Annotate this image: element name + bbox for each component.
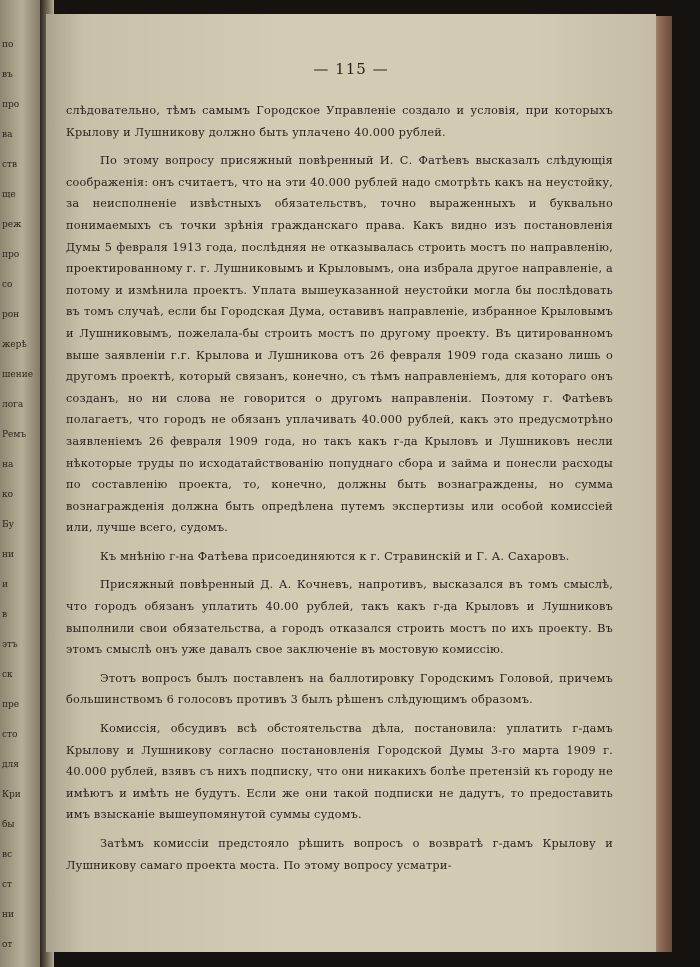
facing-page-text: ва (2, 130, 13, 140)
page-body (66, 100, 613, 883)
facing-page-text: ко (2, 490, 14, 500)
facing-page-text: ст (2, 880, 13, 890)
paragraph: Комиссiя, обсудивъ всѣ обстоятельства дѣла, постановила: уплатить г-дамъ Крылову и Лушникову согласно постановленiя Городской Думы 3-го марта 1909 г. 40.000 рублей, взявъ съ нихъ подписку, что они никакихъ болѣе претензiй къ городу не имѣютъ и имѣть не будутъ. Если же они такой подписки не дадутъ, то предоставить имъ взысканiе вышеупомянутой суммы судомъ. (66, 722, 613, 822)
facing-page-text: пре (2, 700, 20, 710)
facing-page-text: ще (2, 190, 16, 200)
facing-page-text: про (2, 100, 20, 110)
paragraph: Этотъ вопросъ былъ поставленъ на баллотировку Городскимъ Головой, причемъ большинствомъ 6 голосовъ противъ 3 былъ рѣшенъ слѣдующимъ образомъ. (66, 671, 613, 707)
paragraph: Къ мнѣнiю г-на Фатѣева присоединяются к г. Стравинскiй и Г. А. Сахаровъ. (100, 549, 570, 563)
facing-page-text: Бу (2, 520, 14, 530)
facing-page-text: Кри (2, 790, 21, 800)
facing-page-text: сто (2, 730, 18, 740)
facing-page-text: на (2, 460, 14, 470)
facing-page-text: лога (2, 400, 24, 410)
facing-page-text: по (2, 40, 14, 50)
book-page (46, 14, 656, 952)
facing-page-text: бы (2, 820, 15, 830)
facing-page-text: от (2, 940, 13, 950)
facing-page-text: Ремъ (2, 430, 27, 440)
facing-page-text: и (2, 580, 8, 590)
facing-page-text: вс (2, 850, 13, 860)
paragraph: слѣдовательно, тѣмъ самымъ Городское Управленiе создало и условiя, при которыхъ Крылову и Лушникову должно быть уплачено 40.000 рублей. (66, 104, 613, 139)
facing-page (0, 0, 40, 967)
paragraph: Затѣмъ комиссiи предстояло рѣшить вопросъ о возвратѣ г-дамъ Крылову и Лушникову самаго проекта моста. По этому вопросу усматри- (66, 837, 613, 872)
facing-page-text: жерѣ (2, 340, 27, 350)
facing-page-text: со (2, 280, 13, 290)
facing-page-text: ск (2, 670, 13, 680)
facing-page-text: реж (2, 220, 22, 230)
facing-page-text: ни (2, 910, 14, 920)
facing-page-text: шение (2, 370, 34, 380)
facing-page-text: про (2, 250, 20, 260)
facing-page-text: ни (2, 550, 14, 560)
facing-page-text: рон (2, 310, 20, 320)
facing-page-text: въ (2, 70, 13, 80)
facing-page-text: этъ (2, 640, 18, 650)
paragraph: По этому вопросу присяжный повѣренный И. С. Фатѣевъ высказалъ слѣдующiя соображенiя: онъ считаетъ, что на эти 40.000 рублей надо смотрѣть какъ на неустойку, за неисполненiе извѣстныхъ обязательствъ, точно выраженныхъ и буквально понимаемыхъ съ точки зрѣнiя гражданскаго права. Какъ видно изъ постановленiя Думы 5 февраля 1913 года, послѣдняя не отказывалась строить мостъ по направленiю, проектированному г. г. Лушниковымъ и Крыловымъ, она избрала другое направленiе, а потому и измѣнила проектъ. Уплата вышеуказанной неустойки могла бы послѣдовать въ томъ случаѣ, если бы Городская Дума, оставивъ направленiе, избранное Крыловымъ и Лушниковымъ, пожелала-бы строить мостъ по другому проекту. Въ цитированномъ выше заявленiи г.г. Крылова и Лушникова отъ 26 февраля 1909 года сказано лишь о другомъ проектѣ, который связанъ, конечно, съ тѣмъ направленiемъ, для котораго онъ созданъ, но ни слова не говорится о другомъ направленiи. Поэтому г. Фатѣевъ полагаетъ, что городъ не обязанъ уплачивать 40.000 рублей, какъ это предусмотрѣно заявленiемъ 26 февраля 1909 года, но такъ какъ г-да Крыловъ и Лушниковъ несли нѣкоторые труды по исходатайствованiю попуднаго сбора и займа и понесли расходы по составленiю проекта, то, конечно, должны быть вознаграждены, но сумма вознагражденiя должна быть опредѣлена путемъ экспертизы или особой комиссiей или, лучше всего, судомъ. (66, 154, 613, 535)
facing-page-text: в (2, 610, 8, 620)
page-number: — 115 — (313, 60, 389, 78)
facing-page-text: для (2, 760, 19, 770)
facing-page-text: ств (2, 160, 18, 170)
paragraph: Присяжный повѣренный Д. А. Кочневъ, напротивъ, высказался въ томъ смыслѣ, что городъ обязанъ уплатить 40.00 рублей, такъ какъ г-да Крыловъ и Лушниковъ выполнили свои обязательства, а городъ отказался строить мостъ по ихъ проекту. Въ этомъ смыслѣ онъ уже давалъ свое заключенiе въ мостовую комиссiю. (66, 578, 613, 657)
